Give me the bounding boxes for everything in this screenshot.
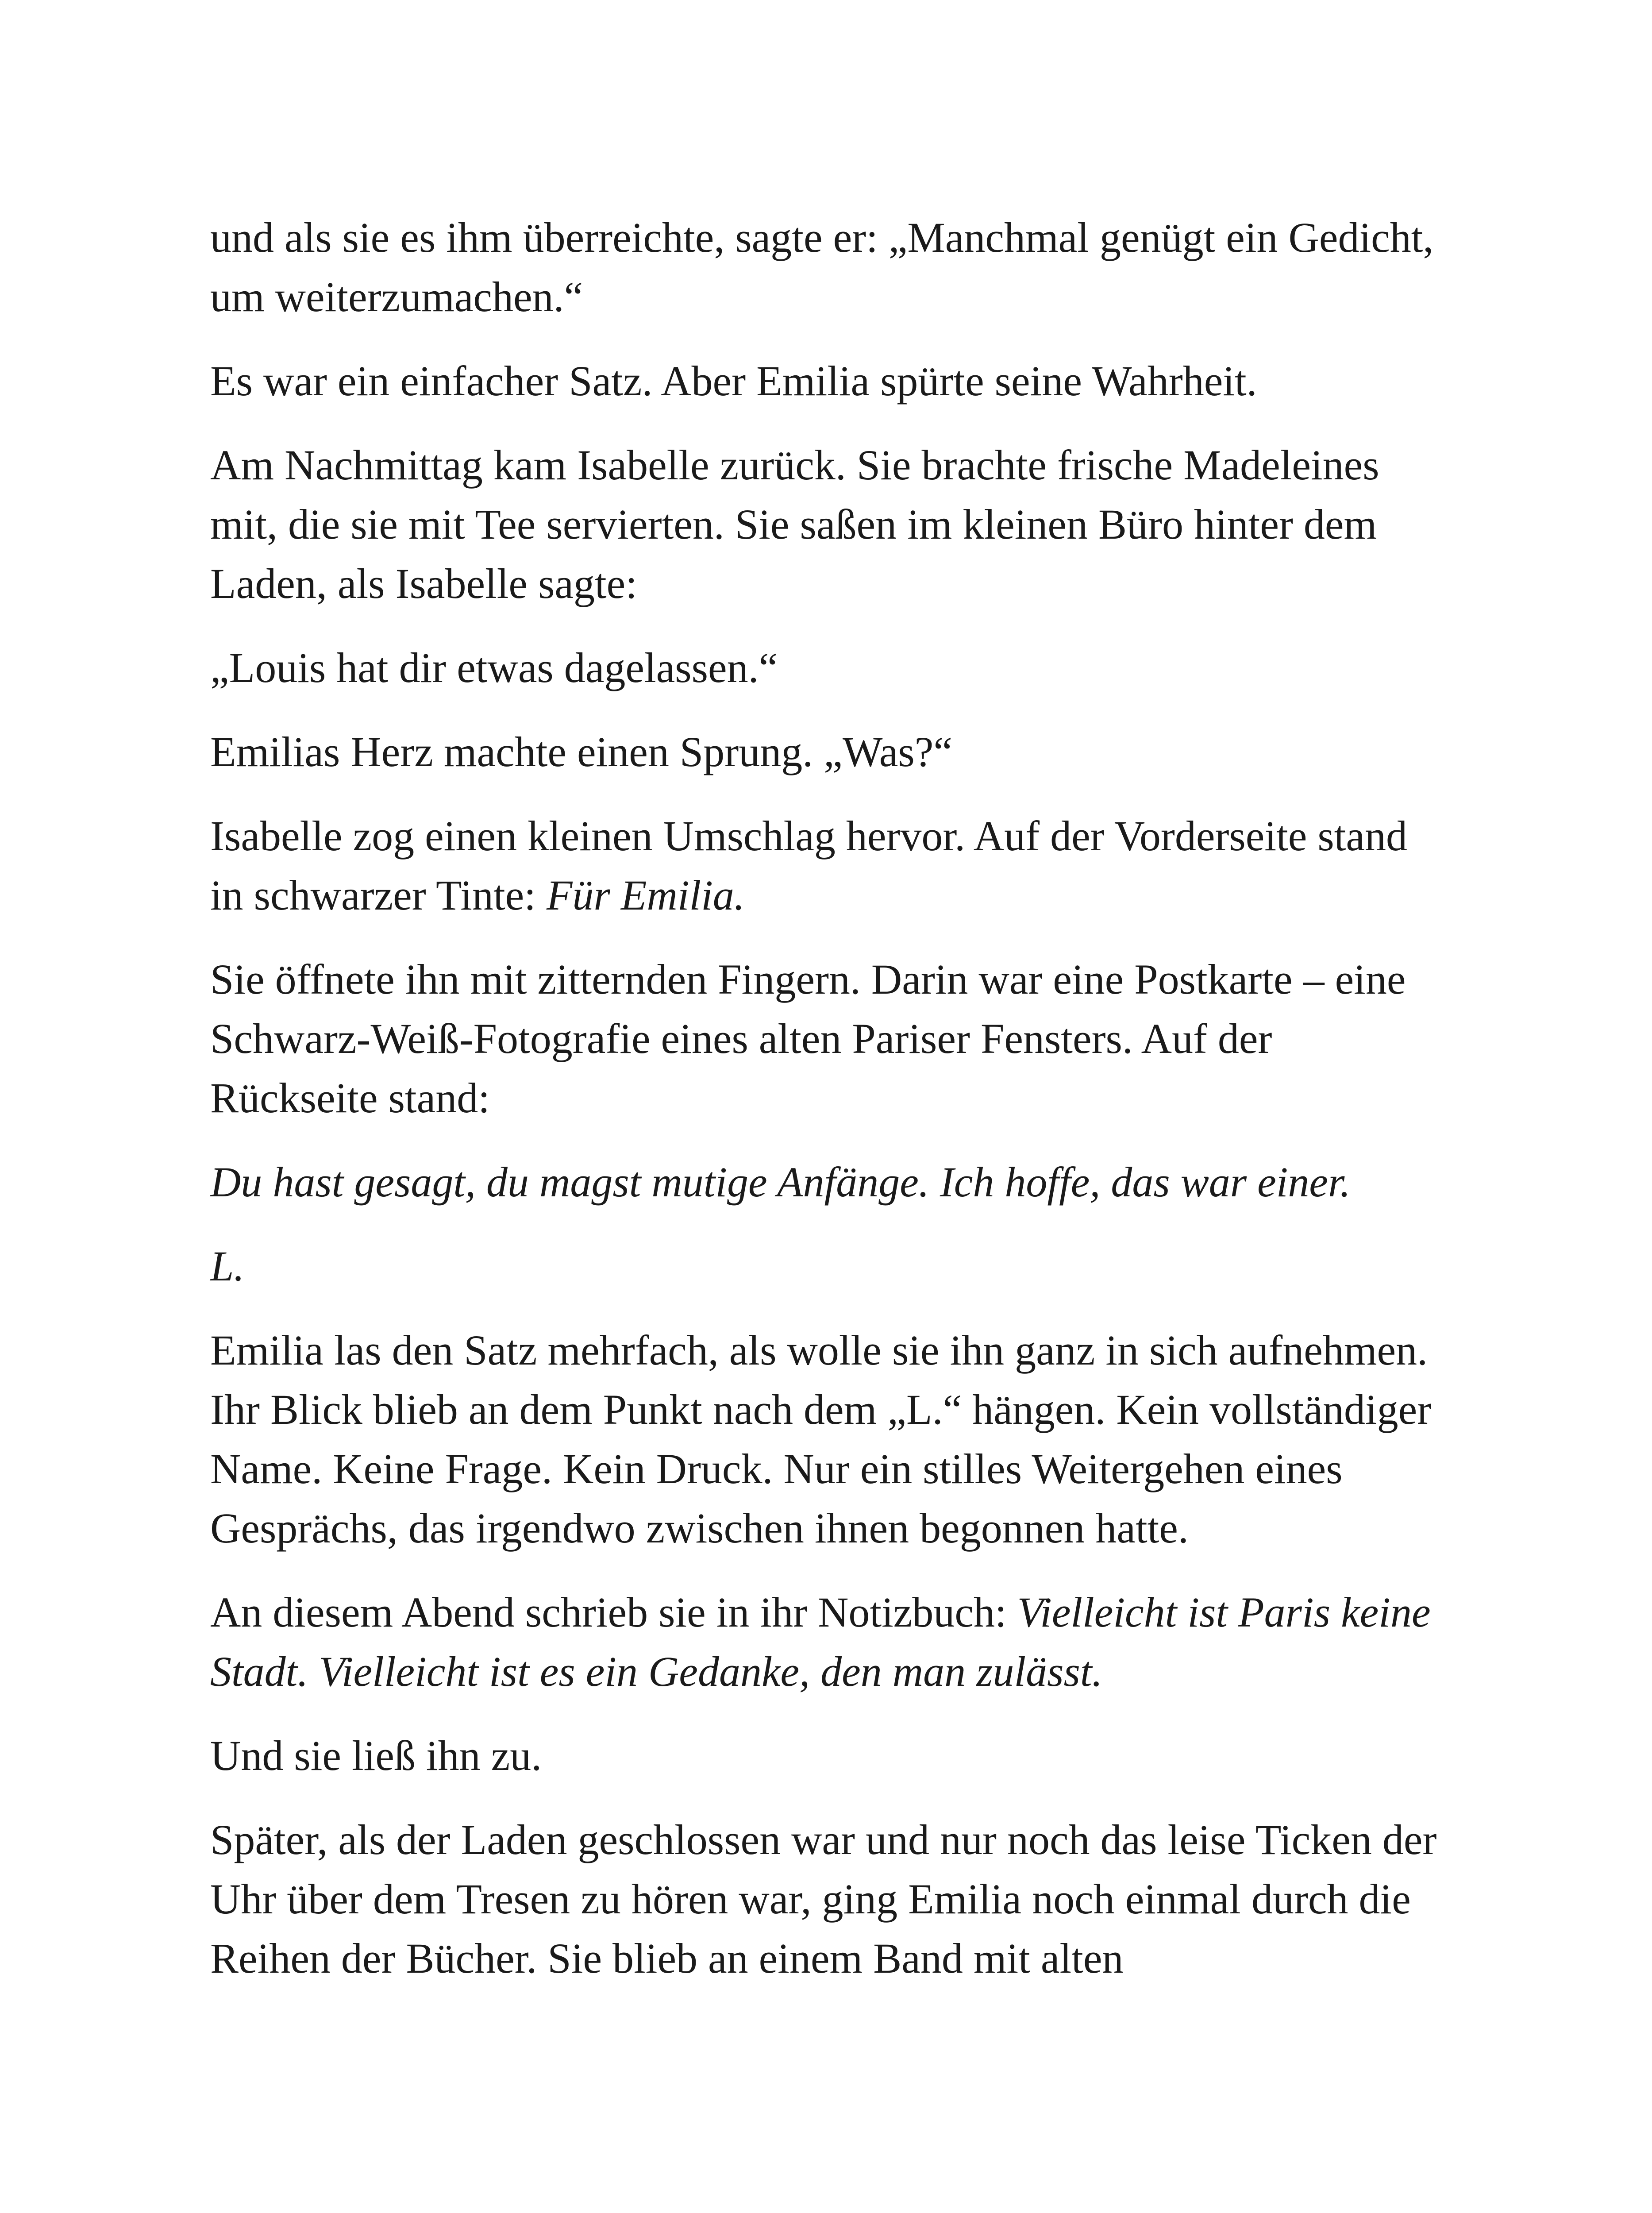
paragraph-12: Und sie ließ ihn zu. (210, 1732, 542, 1779)
paragraph-5: Emilias Herz machte einen Sprung. „Was?“ (210, 728, 952, 775)
paragraph-4: „Louis hat dir etwas dagelassen.“ (210, 644, 778, 691)
paragraph-11-italic: Vielleicht ist Paris keine Stadt. Vielleicht ist es ein Gedanke, den man zulässt. (210, 1588, 1431, 1695)
paragraph-13: Später, als der Laden geschlossen war und nur noch das leise Ticken der Uhr über dem Tresen zu hören war, ging Emilia noch einmal durch die Reihen der Bücher. Sie blieb an einem Band mit alten (210, 1816, 1437, 1982)
postcard-quote: Du hast gesagt, du magst mutige Anfänge. Ich hoffe, das war einer. (210, 1158, 1351, 1206)
paragraph-6-italic: Für Emilia. (546, 871, 745, 919)
paragraph-7: Sie öffnete ihn mit zitternden Fingern. Darin war eine Postkarte – eine Schwarz-Weiß-Fotografie eines alten Pariser Fensters. Auf der Rückseite stand: (210, 956, 1406, 1122)
paragraph-11 (210, 1583, 1449, 1701)
postcard-signature: L. (210, 1242, 245, 1290)
paragraph-6 (210, 806, 1449, 925)
paragraph-1: und als sie es ihm überreichte, sagte er: „Manchmal genügt ein Gedicht, um weiterzumachen.“ (210, 214, 1434, 320)
paragraph-10: Emilia las den Satz mehrfach, als wolle sie ihn ganz in sich aufnehmen. Ihr Blick blieb an dem Punkt nach dem „L.“ hängen. Kein vollständiger Name. Keine Frage. Kein Druck. Nur ein stilles Weitergehen eines Gesprächs, das irgendwo zwischen ihnen begonnen hatte. (210, 1326, 1432, 1552)
paragraph-3: Am Nachmittag kam Isabelle zurück. Sie brachte frische Madeleines mit, die sie mit Tee servierten. Sie saßen im kleinen Büro hinter dem Laden, als Isabelle sagte: (210, 441, 1379, 607)
paragraph-2: Es war ein einfacher Satz. Aber Emilia spürte seine Wahrheit. (210, 357, 1257, 405)
body-text (210, 208, 1449, 2013)
paragraph-11-text: An diesem Abend schrieb sie in ihr Notizbuch: (210, 1588, 1017, 1636)
paragraph-6-text: Isabelle zog einen kleinen Umschlag hervor. Auf der Vorderseite stand in schwarzer Tinte: (210, 812, 1407, 919)
